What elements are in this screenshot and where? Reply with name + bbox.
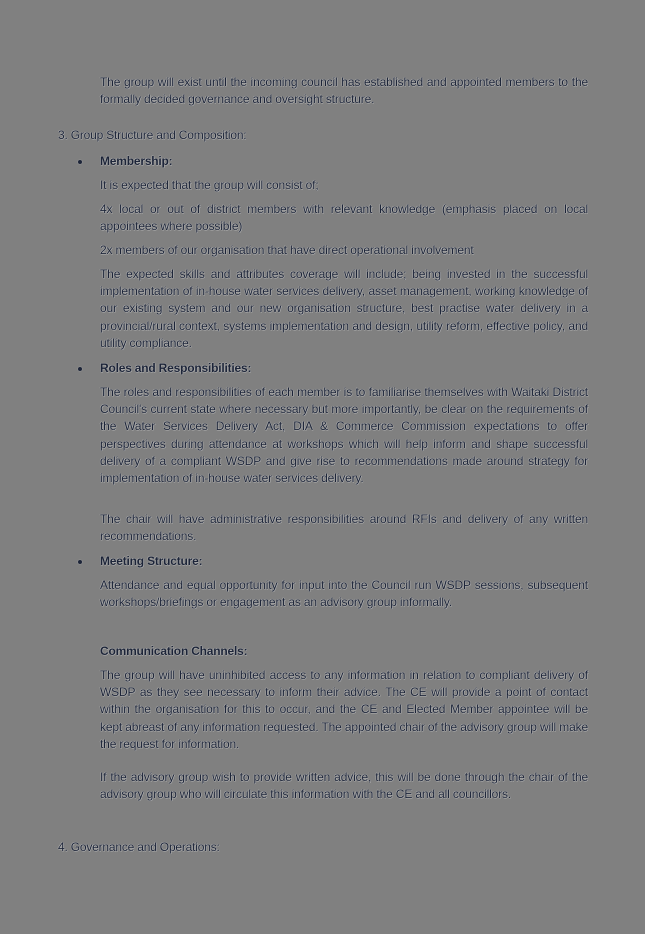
section-3-heading: 3. Group Structure and Composition:	[58, 128, 247, 142]
communication-heading: Communication Channels:	[100, 644, 248, 658]
roles-paragraph-1: The roles and responsibilities of each member is to familiarise themselves with Waitaki District Council's current state where necessary but more importantly, be clear on the requirements of the Water Services Delivery Act, DIA & Commerce Commission expectations to offer perspectives during attendance at workshops which will help inform and shape successful delivery of a compliant WSDP and give rise to recommendations made around strategy for implementation of in-house water services delivery.	[100, 385, 588, 486]
intro-paragraph: The group will exist until the incoming council has established and appointed members to the formally decided governance and oversight structure.	[100, 75, 588, 107]
bullet-icon	[78, 367, 82, 371]
roles-heading: Roles and Responsibilities:	[100, 361, 252, 375]
membership-paragraph-2: 4x local or out of district members with relevant knowledge (emphasis placed on local appointees where possible)	[100, 202, 588, 234]
communication-paragraph-2: If the advisory group wish to provide written advice, this will be done through the chair of the advisory group who will circulate this information with the CE and all councillors.	[100, 770, 588, 802]
roles-paragraph-2: The chair will have administrative responsibilities around RFIs and delivery of any written recommendations.	[100, 512, 588, 544]
bullet-icon	[78, 560, 82, 564]
bullet-icon	[78, 160, 82, 164]
section-4-heading: 4. Governance and Operations:	[58, 840, 220, 854]
meeting-heading: Meeting Structure:	[100, 554, 203, 568]
membership-paragraph-3: 2x members of our organisation that have direct operational involvement	[100, 243, 474, 257]
membership-paragraph-1: It is expected that the group will consist of;	[100, 178, 319, 192]
communication-paragraph-1: The group will have uninhibited access to any information in relation to compliant delivery of WSDP as they see necessary to inform their advice. The CE will provide a point of contact within the organisation for this to occur, and the CE and Elected Member appointee will be kept abreast of any information requested. The appointed chair of the advisory group will make the request for information.	[100, 668, 588, 751]
membership-heading: Membership:	[100, 154, 173, 168]
membership-paragraph-4: The expected skills and attributes coverage will include; being invested in the successful implementation of in-house water services delivery, asset management, working knowledge of our existing system and our new organisation structure, best practise water delivery in a provincial/rural context, systems implementation and design, utility reform, effective policy, and utility compliance.	[100, 267, 588, 350]
meeting-paragraph-1: Attendance and equal opportunity for input into the Council run WSDP sessions, subsequent workshops/briefings or engagement as an advisory group informally.	[100, 578, 588, 610]
